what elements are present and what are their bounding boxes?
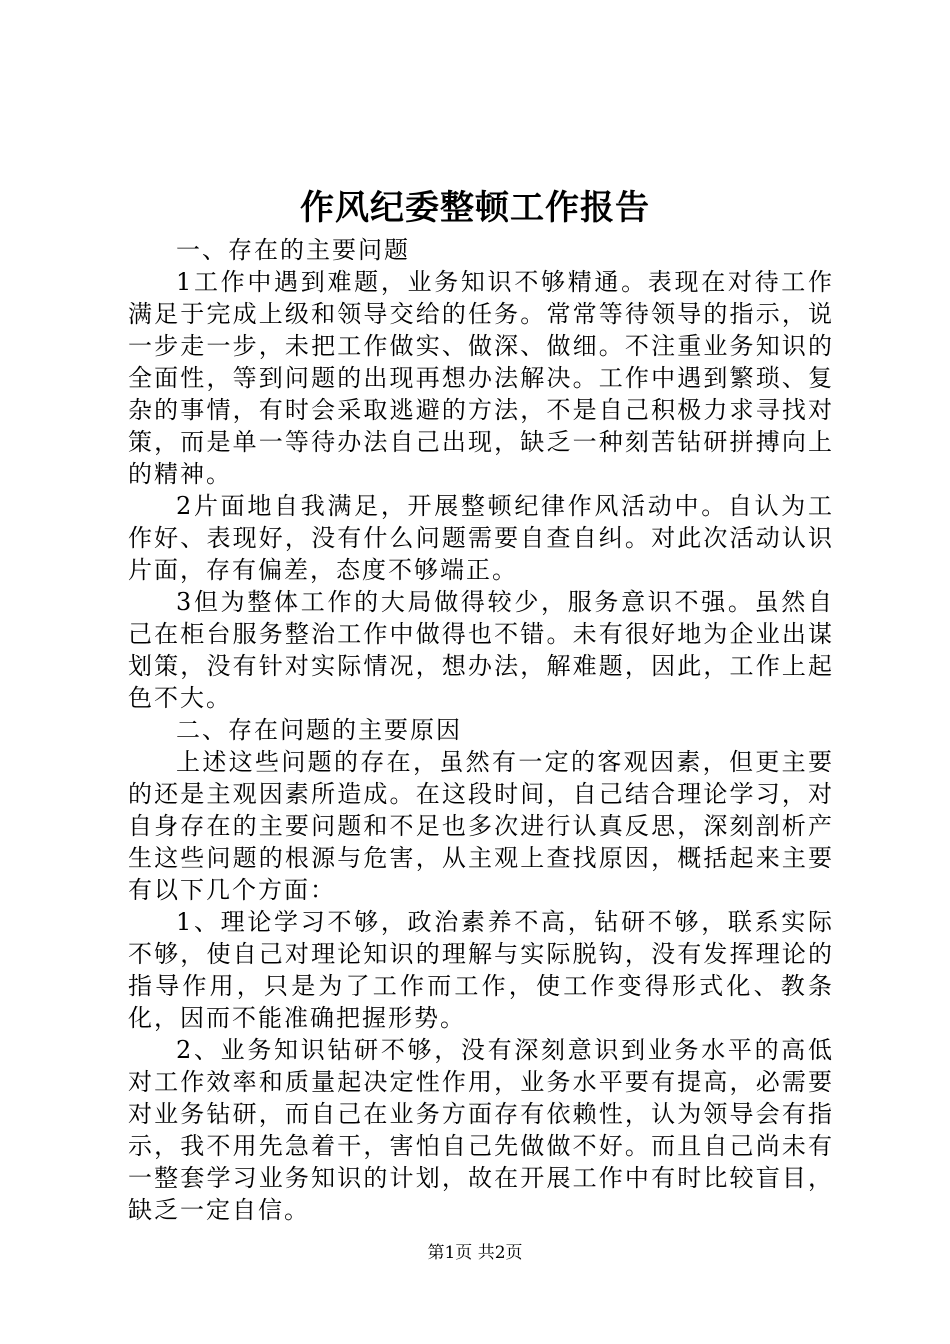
paragraph-cause-1: 1、理论学习不够，政治素养不高，钻研不够，联系实际不够，使自己对理论知识的理解与实际脱钩，没有发挥理论的指导作用，只是为了工作而工作，使工作变得形式化、教条化，因而不能准确把握形势。 xyxy=(128,908,834,1032)
document-body xyxy=(128,234,834,1226)
paragraph-cause-2: 2、业务知识钻研不够，没有深刻意识到业务水平的高低对工作效率和质量起决定性作用，业务水平要有提高，必需要对业务钻研，而自己在业务方面存有依赖性，认为领导会有指示，我不用先急着干，害怕自己先做做不好。而且自己尚未有一整套学习业务知识的计划，故在开展工作中有时比较盲目，缺乏一定自信。 xyxy=(128,1036,834,1224)
paragraph-causes-intro: 上述这些问题的存在，虽然有一定的客观因素，但更主要的还是主观因素所造成。在这段时间，自己结合理论学习，对自身存在的主要问题和不足也多次进行认真反思，深刻剖析产生这些问题的根源与危害，从主观上查找原因，概括起来主要有以下几个方面： xyxy=(128,748,834,904)
paragraph-problem-2: 2片面地自我满足，开展整顿纪律作风活动中。自认为工作好、表现好，没有什么问题需要自查自纠。对此次活动认识片面，存有偏差，态度不够端正。 xyxy=(128,492,834,584)
paragraph-problem-3: 3但为整体工作的大局做得较少，服务意识不强。虽然自己在柜台服务整治工作中做得也不错。未有很好地为企业出谋划策，没有针对实际情况，想办法，解难题，因此，工作上起色不大。 xyxy=(128,588,834,712)
section-heading-causes: 二、存在问题的主要原因 xyxy=(176,716,462,744)
section-heading-problems: 一、存在的主要问题 xyxy=(176,236,410,264)
paragraph-problem-1: 1工作中遇到难题，业务知识不够精通。表现在对待工作满足于完成上级和领导交给的任务。常常等待领导的指示，说一步走一步，未把工作做实、做深、做细。不注重业务知识的全面性，等到问题的出现再想办法解决。工作中遇到繁琐、复杂的事情，有时会采取逃避的方法，不是自己积极力求寻找对策，而是单一等待办法自己出现，缺乏一种刻苦钻研拼搏向上的精神。 xyxy=(128,268,834,488)
page-number-footer: 第1页 共2页 xyxy=(427,1243,523,1263)
document-title: 作风纪委整顿工作报告 xyxy=(300,188,650,228)
